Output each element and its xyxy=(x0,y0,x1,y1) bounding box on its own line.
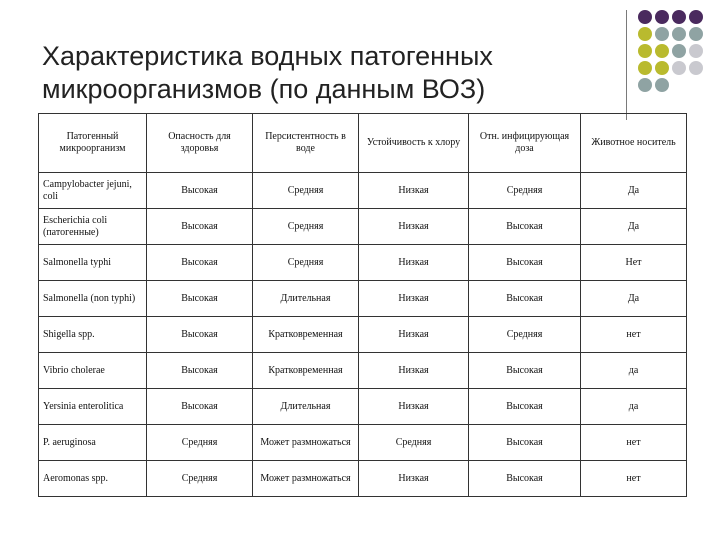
cell-persistence: Средняя xyxy=(253,209,359,245)
decorative-dot xyxy=(672,27,686,41)
decorative-dot xyxy=(689,61,703,75)
decorative-dot xyxy=(638,44,652,58)
table-header-row xyxy=(39,114,687,173)
cell-health-risk: Высокая xyxy=(147,209,253,245)
cell-pathogen: Salmonella (non typhi) xyxy=(39,281,147,317)
cell-pathogen: Escherichia coli (патогенные) xyxy=(39,209,147,245)
cell-infective-dose: Средняя xyxy=(469,317,581,353)
decorative-dot xyxy=(689,44,703,58)
divider-line xyxy=(626,10,627,120)
decorative-dot xyxy=(672,61,686,75)
cell-infective-dose: Высокая xyxy=(469,281,581,317)
slide-title: Характеристика водных патогенных микроорганизмов (по данным ВОЗ) xyxy=(42,41,493,104)
cell-animal-carrier: нет xyxy=(581,461,687,497)
pathogen-table xyxy=(38,113,687,497)
cell-persistence: Длительная xyxy=(253,281,359,317)
table-row xyxy=(39,209,687,245)
cell-chlorine-resistance: Низкая xyxy=(359,389,469,425)
decorative-dot xyxy=(689,10,703,24)
table-row xyxy=(39,281,687,317)
cell-chlorine-resistance: Средняя xyxy=(359,425,469,461)
decorative-dot xyxy=(672,10,686,24)
cell-health-risk: Высокая xyxy=(147,389,253,425)
cell-animal-carrier: Да xyxy=(581,209,687,245)
header-persistence: Персистентность в воде xyxy=(253,114,359,173)
cell-persistence: Длительная xyxy=(253,389,359,425)
cell-persistence: Средняя xyxy=(253,173,359,209)
cell-pathogen: Aeromonas spp. xyxy=(39,461,147,497)
decorative-dot xyxy=(638,78,652,92)
cell-persistence: Может размножаться xyxy=(253,425,359,461)
cell-chlorine-resistance: Низкая xyxy=(359,461,469,497)
decorative-dot xyxy=(655,78,669,92)
table-row xyxy=(39,425,687,461)
cell-chlorine-resistance: Низкая xyxy=(359,353,469,389)
table-row xyxy=(39,353,687,389)
cell-animal-carrier: Нет xyxy=(581,245,687,281)
cell-health-risk: Высокая xyxy=(147,317,253,353)
header-animal-carrier: Животное носитель xyxy=(581,114,687,173)
decorative-dot xyxy=(638,27,652,41)
header-health-risk: Опасность для здоровья xyxy=(147,114,253,173)
cell-infective-dose: Высокая xyxy=(469,425,581,461)
decorative-dot xyxy=(655,44,669,58)
cell-persistence: Кратковременная xyxy=(253,353,359,389)
cell-infective-dose: Высокая xyxy=(469,389,581,425)
cell-health-risk: Средняя xyxy=(147,461,253,497)
header-infective-dose: Отн. инфицирующая доза xyxy=(469,114,581,173)
cell-infective-dose: Высокая xyxy=(469,209,581,245)
decorative-dot xyxy=(655,61,669,75)
table-row xyxy=(39,245,687,281)
cell-pathogen: Yersinia enterolitica xyxy=(39,389,147,425)
cell-pathogen: Campylobacter jejuni, coli xyxy=(39,173,147,209)
cell-health-risk: Высокая xyxy=(147,281,253,317)
decorative-dot xyxy=(638,10,652,24)
cell-animal-carrier: да xyxy=(581,353,687,389)
cell-pathogen: Vibrio cholerae xyxy=(39,353,147,389)
decorative-dot xyxy=(638,61,652,75)
cell-persistence: Может размножаться xyxy=(253,461,359,497)
cell-animal-carrier: нет xyxy=(581,425,687,461)
cell-animal-carrier: Да xyxy=(581,173,687,209)
cell-persistence: Кратковременная xyxy=(253,317,359,353)
cell-infective-dose: Высокая xyxy=(469,461,581,497)
cell-infective-dose: Средняя xyxy=(469,173,581,209)
cell-chlorine-resistance: Низкая xyxy=(359,209,469,245)
table-row xyxy=(39,317,687,353)
decorative-dot xyxy=(689,27,703,41)
decorative-dot-grid xyxy=(638,10,710,100)
table-row xyxy=(39,173,687,209)
table-row xyxy=(39,461,687,497)
cell-pathogen: Shigella spp. xyxy=(39,317,147,353)
cell-pathogen: Salmonella typhi xyxy=(39,245,147,281)
cell-pathogen: P. aeruginosa xyxy=(39,425,147,461)
cell-chlorine-resistance: Низкая xyxy=(359,317,469,353)
cell-animal-carrier: Да xyxy=(581,281,687,317)
cell-health-risk: Высокая xyxy=(147,245,253,281)
cell-chlorine-resistance: Низкая xyxy=(359,281,469,317)
decorative-dot xyxy=(655,10,669,24)
cell-chlorine-resistance: Низкая xyxy=(359,173,469,209)
table-row xyxy=(39,389,687,425)
decorative-dot xyxy=(672,44,686,58)
cell-infective-dose: Высокая xyxy=(469,245,581,281)
cell-health-risk: Высокая xyxy=(147,173,253,209)
cell-chlorine-resistance: Низкая xyxy=(359,245,469,281)
cell-animal-carrier: нет xyxy=(581,317,687,353)
header-pathogen: Патогенный микроорганизм xyxy=(39,114,147,173)
cell-persistence: Средняя xyxy=(253,245,359,281)
header-chlorine-resistance: Устойчивость к хлору xyxy=(359,114,469,173)
cell-health-risk: Высокая xyxy=(147,353,253,389)
decorative-dot xyxy=(655,27,669,41)
cell-animal-carrier: да xyxy=(581,389,687,425)
cell-infective-dose: Высокая xyxy=(469,353,581,389)
cell-health-risk: Средняя xyxy=(147,425,253,461)
